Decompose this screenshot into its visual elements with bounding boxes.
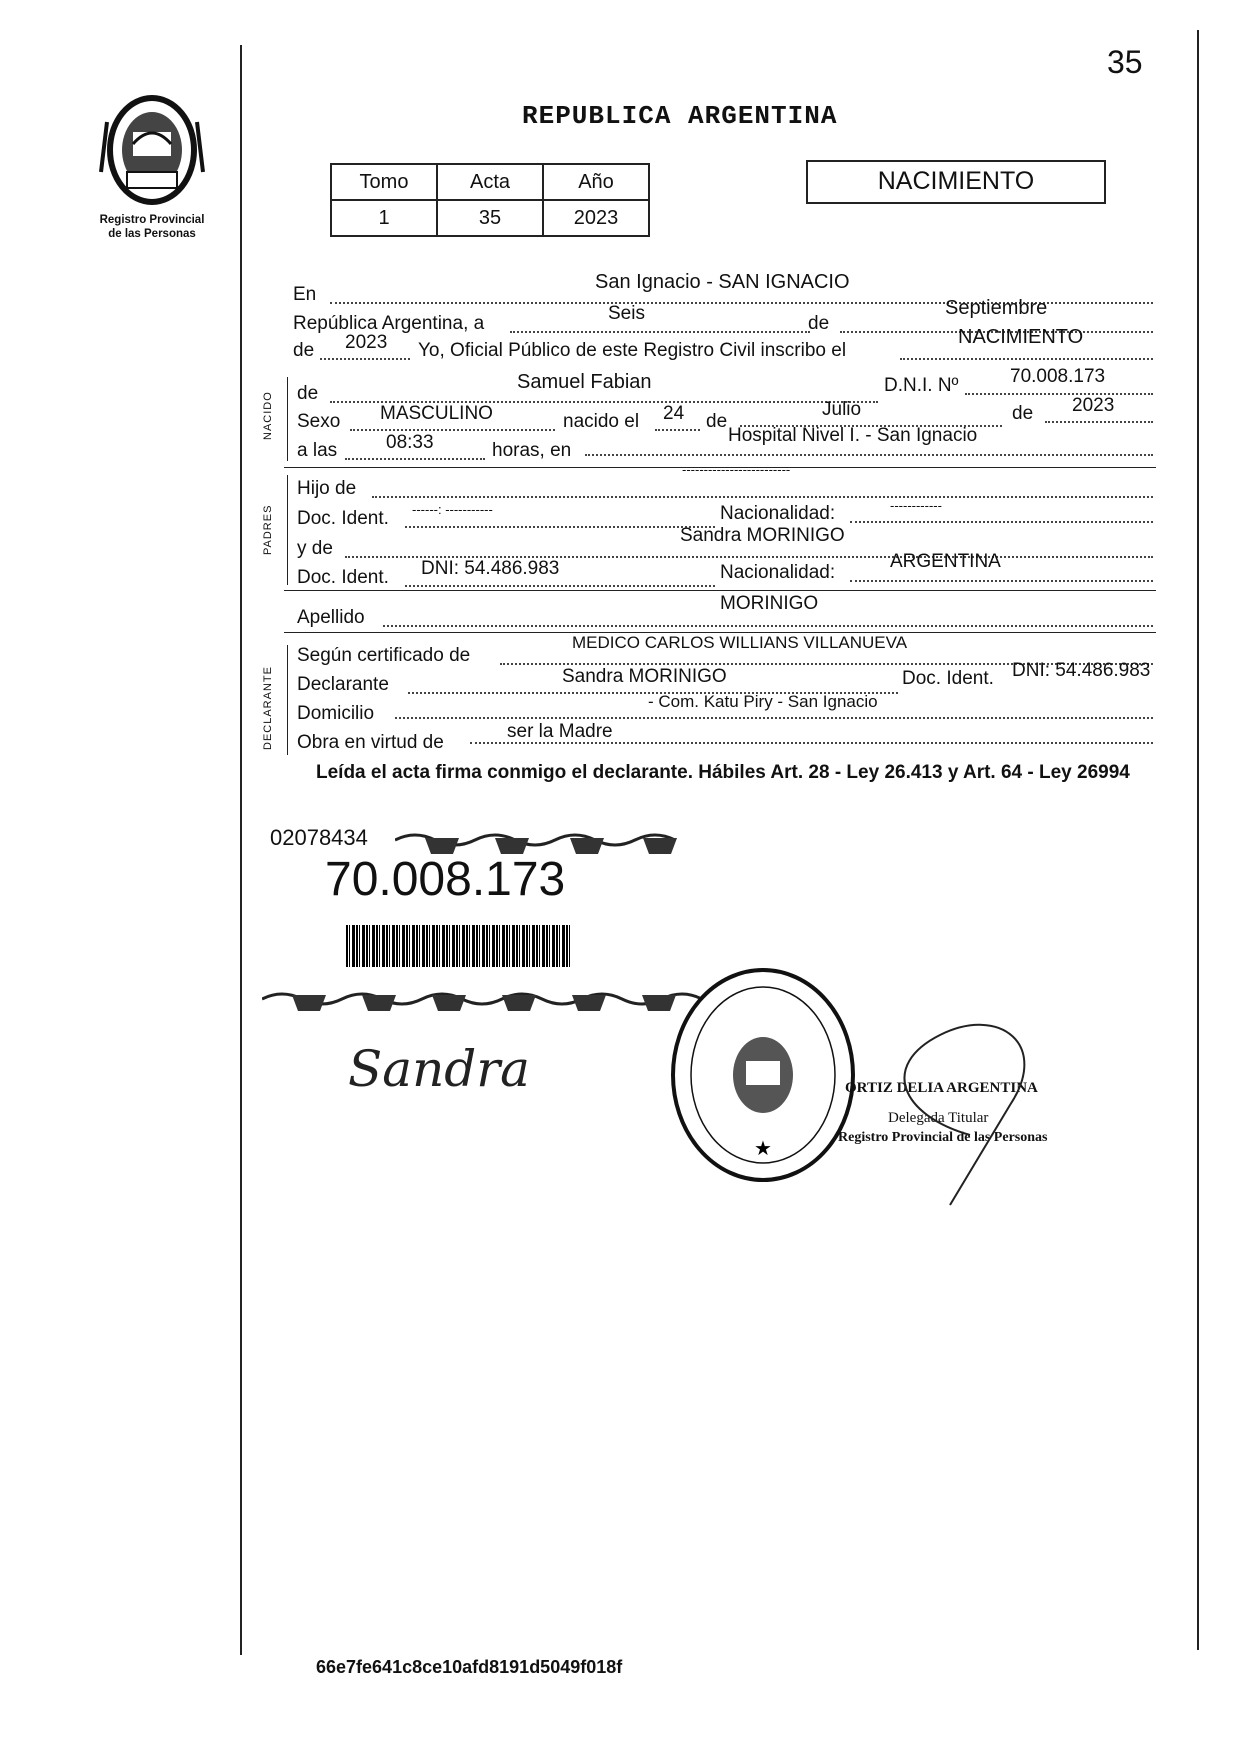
side-label-padres: PADRES (262, 504, 274, 555)
left-margin-line (240, 45, 242, 1655)
value-apellido: MORINIGO (720, 593, 819, 614)
declarant-signature: Sandra (348, 1040, 530, 1098)
official-signature-stroke (860, 1005, 1060, 1215)
value-padre-nac: ------------ (890, 498, 942, 513)
padres-bracket (287, 475, 288, 585)
official-role: Delegada Titular (888, 1110, 989, 1126)
label-nacionalidad1: Nacionalidad: (720, 503, 836, 524)
value-obra: ser la Madre (507, 721, 613, 742)
value-lugar-nac: Hospital Nivel I. - San Ignacio (728, 425, 978, 446)
label-declarante: Declarante (297, 674, 389, 695)
value-domicilio: - Com. Katu Piry - San Ignacio (648, 692, 878, 711)
value-nombre: Samuel Fabian (517, 371, 652, 393)
value-anio-nac: 2023 (1072, 395, 1115, 416)
side-label-nacido: NACIDO (262, 391, 274, 440)
header-tomo: Tomo (331, 164, 437, 200)
security-strip-bottom (262, 985, 702, 1015)
record-type-box: NACIMIENTO (806, 160, 1106, 204)
label-de-day: de (808, 313, 830, 334)
label-obra: Obra en virtud de (297, 732, 444, 753)
value-dia-nac: 24 (663, 403, 685, 424)
header-anio: Año (543, 164, 649, 200)
label-nacido-el: nacido el (563, 411, 640, 432)
label-segun-certificado: Según certificado de (297, 645, 471, 666)
closing-statement: Leída el acta firma conmigo el declarante. Hábiles Art. 28 - Ley 26.413 y Art. 64 - Ley 26994 (316, 762, 1130, 783)
value-lugar: San Ignacio - SAN IGNACIO (595, 271, 850, 293)
value-tomo: 1 (331, 200, 437, 236)
right-margin-line (1197, 30, 1199, 1650)
label-doc-ident2: Doc. Ident. (297, 567, 389, 588)
value-anio: 2023 (543, 200, 649, 236)
declarante-bracket (287, 645, 288, 755)
barcode (346, 925, 572, 967)
nacido-bracket (287, 377, 288, 461)
value-acto: NACIMIENTO (958, 326, 1084, 348)
value-sexo: MASCULINO (380, 403, 493, 424)
value-padre-doc: ------: ----------- (412, 502, 493, 517)
label-en: En (293, 284, 317, 305)
document-title: REPUBLICA ARGENTINA (522, 101, 838, 131)
label-horas-en: horas, en (492, 440, 572, 461)
label-doc-ident1: Doc. Ident. (297, 508, 389, 529)
page-number: 35 (1107, 44, 1143, 80)
side-label-declarante: DECLARANTE (262, 666, 274, 750)
value-dia-letras: Seis (608, 303, 645, 324)
label-de-name: de (297, 383, 319, 404)
official-name: ORTIZ DELIA ARGENTINA (845, 1080, 1038, 1096)
label-sexo: Sexo (297, 411, 341, 432)
official-office: Registro Provincial de las Personas (838, 1130, 1048, 1145)
label-de-year: de (293, 340, 315, 361)
value-madre: Sandra MORINIGO (680, 525, 845, 546)
label-doc-ident3: Doc. Ident. (902, 668, 994, 689)
value-acta: 35 (437, 200, 543, 236)
label-a-las: a las (297, 440, 338, 461)
value-dni: 70.008.173 (1010, 366, 1106, 387)
province-logo (97, 92, 207, 210)
value-anio: 2023 (345, 332, 388, 353)
big-id-number: 70.008.173 (325, 853, 566, 906)
value-declarante: Sandra MORINIGO (562, 666, 727, 687)
record-table (330, 163, 650, 237)
label-republica: República Argentina, a (293, 313, 485, 334)
value-mes: Septiembre (945, 297, 1048, 319)
value-madre-doc: DNI: 54.486.983 (421, 558, 560, 579)
header-acta: Acta (437, 164, 543, 200)
label-de-year2: de (1012, 403, 1034, 424)
label-nacionalidad2: Nacionalidad: (720, 562, 836, 583)
label-y-de: y de (297, 538, 333, 559)
value-madre-nac: ARGENTINA (890, 551, 1001, 572)
document-hash: 66e7fe641c8ce10afd8191d5049f018f (316, 1657, 623, 1677)
label-dni: D.N.I. Nº (884, 375, 959, 396)
value-declarante-doc: DNI: 54.486.983 (1012, 660, 1151, 681)
logo-caption: Registro Provincial de las Personas (99, 214, 205, 240)
value-certificado: MEDICO CARLOS WILLIANS VILLANUEVA (572, 633, 908, 652)
label-apellido: Apellido (297, 607, 365, 628)
coat-of-arms-icon (97, 92, 207, 210)
value-hora: 08:33 (386, 432, 434, 453)
serial-number: 02078434 (270, 825, 368, 850)
label-hijo-de: Hijo de (297, 478, 357, 499)
label-domicilio: Domicilio (297, 703, 375, 724)
label-yo-oficial: Yo, Oficial Público de este Registro Civil inscribo el (418, 340, 847, 361)
official-round-stamp (668, 965, 858, 1185)
label-de-month: de (706, 411, 728, 432)
svg-text:★: ★ (754, 1138, 772, 1160)
value-mes-nac: Julio (822, 399, 862, 420)
value-padre: ------------------------- (682, 462, 791, 477)
